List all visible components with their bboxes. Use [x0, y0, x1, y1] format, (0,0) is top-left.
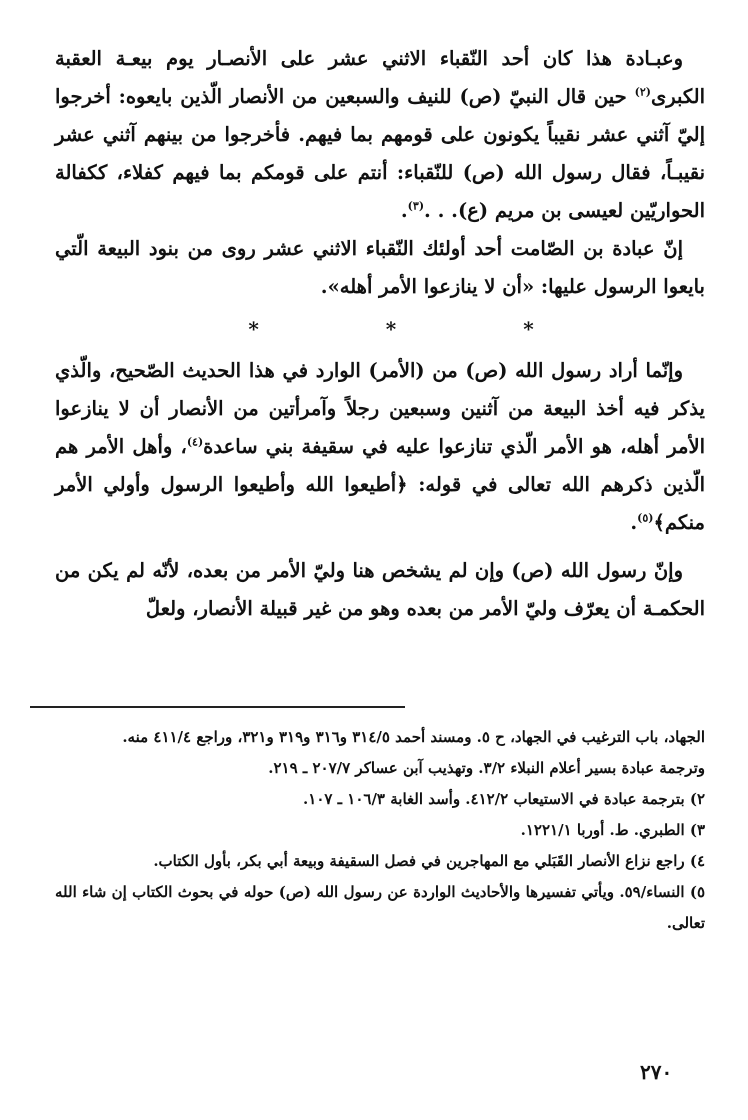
footnotes — [55, 722, 705, 939]
footnote-divider — [30, 706, 405, 708]
paragraph-3-end: . — [630, 511, 638, 534]
footnote-continued-2: وترجمة عبادة بسير أعلام النبلاء ٣/٢. وتهذيب آبن عساكر ٢٠٧/٧ ـ ٢١٩. — [268, 759, 705, 777]
footnote-continued: الجهاد، باب الترغيب في الجهاد، ح ٥. ومسند أحمد ٣١٤/٥ و٣١٦ و٣١٩ و٣٢١، وراجع ٤١١/٤ منه. — [122, 728, 705, 746]
paragraph-3-text-b: ، وأهل الأمر هم الّذين ذكرهم الله تعالى في قوله: ﴿أطيعوا الله وأطيعوا الرسول وأولي الأمر منكم﴾ — [55, 435, 705, 534]
paragraph-1-text-b: حين قال النبيّ (ص) للنيف والسبعين من الأنصار الّذين بايعوه: أخرجوا إليّ آثني عشر نقيباً يكونون على قومهم بما فيهم. فأخرجوا من بينهم آثني عشر نقيبـاً، فقال رسول الله (ص) للنّقباء: أنتم على قومكم بما فيهم كفلاء، ككفالة الحواريّين لعيسى بن مريم (ع). . . — [55, 85, 705, 222]
spacer — [55, 542, 705, 552]
paragraph-1-text-a: وعبـادة هذا كان أحد النّقباء الاثني عشر على الأنصـار يوم بيعـة العقبة الكبرى — [55, 47, 705, 108]
footnote-ref-2: (٢) — [634, 85, 651, 99]
page-number: ٢٧٠ — [640, 1060, 673, 1084]
paragraph-4: وإنّ رسول الله (ص) وإن لم يشخص هنا وليّ الأمر من بعده، لأنّه لم يكن من الحكمـة أن يعرّف وليّ الأمر من بعده وهو من غير قبيلة الأنصار، ولعلّ — [55, 559, 705, 620]
paragraph-3-text-a: وإنّما أراد رسول الله (ص) من (الأمر) الوارد في هذا الحديث الصّحيح، والّذي يذكر فيه أخذ البيعة من آثنين وسبعين رجلاً وآمرأتين من الأنصار أن لا ينازعوا الأمر أهله، هو الأمر الّذي تنازعوا عليه في سقيفة بني ساعدة — [55, 359, 705, 458]
footnote-ref-4: (٤) — [186, 435, 204, 449]
section-separator-stars: * * * — [248, 317, 594, 341]
footnote-2: ٢) بترجمة عبادة في الاستيعاب ٤١٢/٢. وأسد الغابة ١٠٦/٣ ـ ١٠٧. — [303, 790, 705, 808]
footnote-ref-5: (٥) — [637, 511, 654, 525]
paragraph-3 — [55, 352, 705, 542]
paragraph-2: إنّ عبادة بن الصّامت أحد أولئك النّقباء الاثني عشر روى من بنود البيعة الّتي بايعوا الرسول عليها: «أن لا ينازعوا الأمر أهله». — [55, 237, 705, 298]
main-text — [55, 40, 705, 628]
footnote-ref-3: (٣) — [407, 199, 425, 213]
footnote-4: ٤) راجع نزاع الأنصار القَبَلي مع المهاجرين في فصل السقيفة وبيعة أبي بكر، بأول الكتاب. — [153, 852, 705, 870]
footnote-3: ٣) الطبري. ط. أوربا ١٢٢١/١. — [520, 821, 705, 839]
paragraph-1 — [55, 40, 705, 230]
paragraph-1-end: . — [400, 199, 408, 222]
footnote-5: ٥) النساء/٥٩. ويأتي تفسيرها والأحاديث الواردة عن رسول الله (ص) حوله في بحوث الكتاب إن شاء الله تعالى. — [55, 883, 705, 932]
